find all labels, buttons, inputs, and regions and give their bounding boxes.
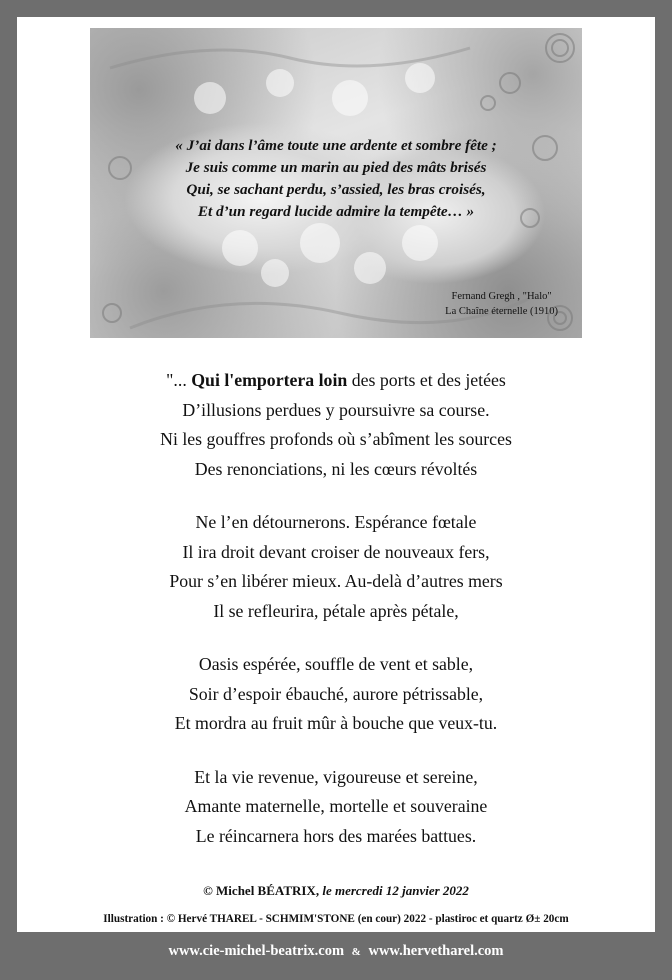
author-signature (17, 883, 655, 899)
illustration-credit: Illustration : © Hervé THAREL - SCHMIM'STONE (en cour) 2022 - plastiroc et quartz Ø± 20cm (103, 913, 569, 925)
quote-line: Et d’un regard lucide admire la tempête… » (197, 203, 475, 220)
quote-credit (445, 289, 558, 319)
poem-line: Amante maternelle, mortelle et souveraine (184, 796, 488, 816)
quote-line: Je suis comme un marin au pied des mâts brisés (185, 159, 487, 176)
poem-line: Oasis espérée, souffle de vent et sable, (198, 654, 474, 674)
website-link-tharel[interactable]: www.hervetharel.com (368, 943, 504, 959)
author-name: © Michel BÉATRIX, (203, 883, 320, 898)
poem-body (17, 366, 655, 875)
poem-line: Ne l’en détournerons. Espérance fœtale (195, 512, 477, 532)
poem-line: Et la vie revenue, vigoureuse et sereine, (194, 766, 478, 787)
stanza-2 (17, 508, 655, 626)
poem-line: Il ira droit devant croiser de nouveaux fers, (182, 541, 490, 562)
poem-line: D’illusions perdues y poursuivre sa course. (182, 399, 490, 420)
stanza-4 (17, 763, 655, 852)
epigraph-quote (90, 135, 582, 223)
poem-date: le mercredi 12 janvier 2022 (322, 883, 469, 898)
poem-line-rest: des ports et des jetées (347, 370, 506, 390)
poem-line: Pour s’en libérer mieux. Au-delà d’autres mers (169, 571, 503, 591)
poem-line: Le réincarnera hors des marées battues. (195, 825, 477, 846)
poem-line: Il se refleurira, pétale après pétale, (213, 600, 459, 621)
quote-line: Qui, se sachant perdu, s’assied, les bras croisés, (186, 181, 486, 198)
stanza-3 (17, 650, 655, 739)
poem-title-phrase: Qui l'emportera loin (191, 370, 348, 390)
website-footer (0, 943, 672, 960)
quote-credit-author: Fernand Gregh , "Halo" (451, 291, 552, 302)
sculpture-illustration (90, 28, 582, 338)
poem-line: Des renonciations, ni les cœurs révoltés (194, 458, 478, 479)
poem-line: Et mordra au fruit mûr à bouche que veux-tu. (174, 713, 498, 733)
website-link-beatrix[interactable]: www.cie-michel-beatrix.com (168, 943, 345, 959)
quote-line: « J’ai dans l’âme toute une ardente et sombre fête ; (175, 137, 497, 154)
poem-page (17, 17, 655, 932)
stanza-1 (17, 366, 655, 484)
poem-line (17, 366, 655, 396)
website-separator: & (351, 946, 361, 958)
poem-line-prefix: "... (166, 370, 192, 390)
quote-credit-work: La Chaîne éternelle (1910) (445, 306, 558, 317)
poem-line: Soir d’espoir ébauché, aurore pétrissable, (188, 683, 484, 704)
poem-line: Ni les gouffres profonds où s’abîment les sources (160, 429, 512, 449)
